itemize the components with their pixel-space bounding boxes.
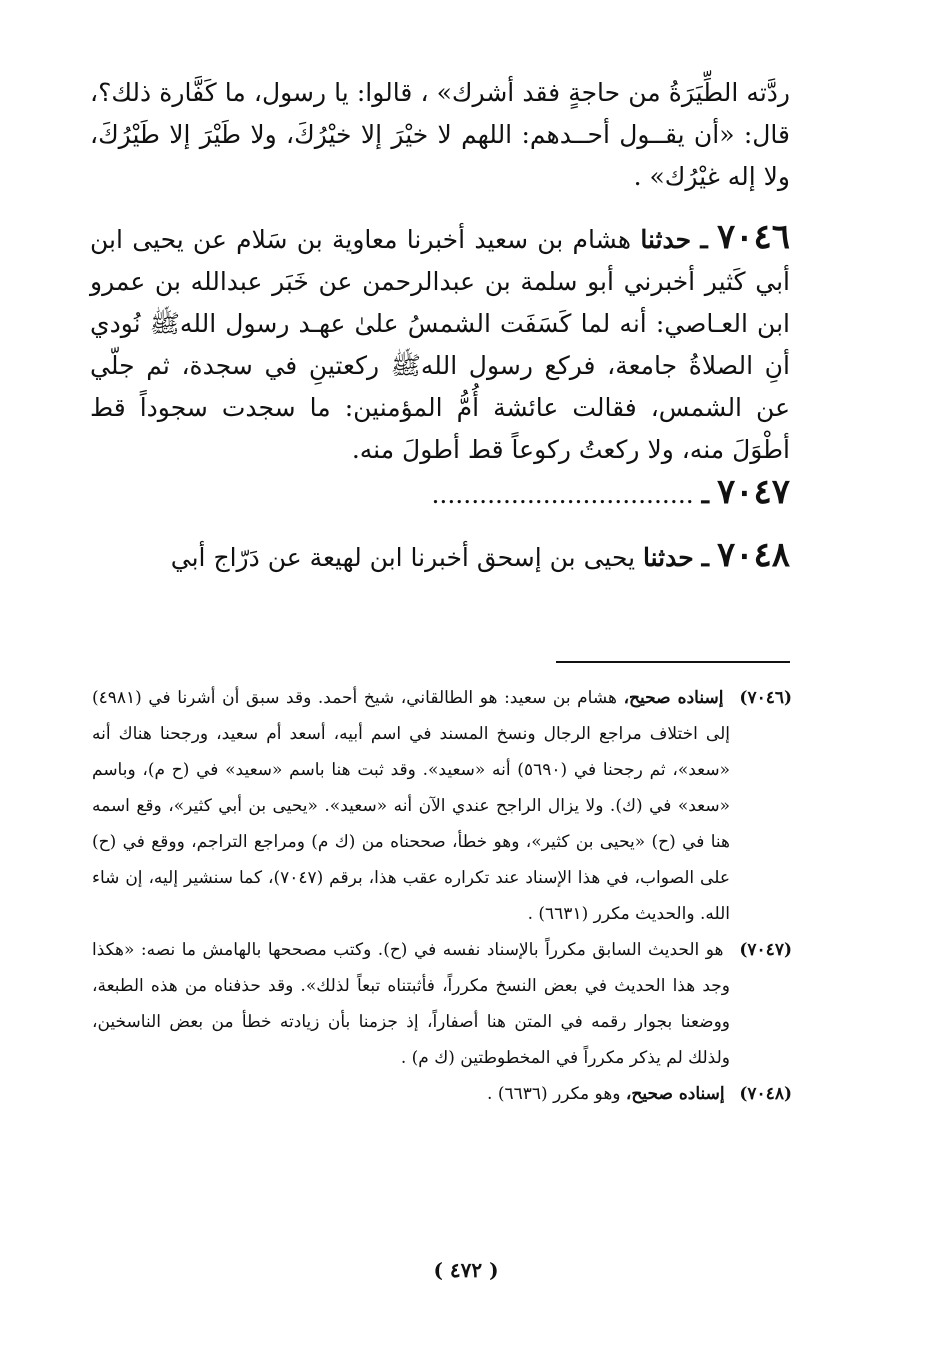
hadith-keyword: حدثنا — [643, 543, 694, 572]
footnote-separator — [556, 661, 790, 663]
omission-dots: ................................. — [431, 480, 694, 509]
footnote-text: هو الحديث السابق مكرراً بالإسناد نفسه في (ح). وكتب مصححها بالهامش ما نصه: «هكذا وجد هذا الحديث في بعض النسخ مكرراً، فأثبتناه تبعاً لذلك». وقد حذفناه من هذه الطبعة، ووضعنا بجوار رقمه في المتن هنا أصفاراً، إذ جزمنا بأن زيادته خطأ من بعض الناسخين، ولذلك لم يذكر مكرراً في المخطوطتين (ك م) . — [92, 940, 730, 1068]
hadith-7048 — [90, 534, 790, 579]
footnote-number: (٧٠٤٨) — [739, 1084, 792, 1104]
continuation-paragraph: ردَّته الطِّيَرَةُ من حاجةٍ فقد أشرك» ، قالوا: يا رسول، ما كَفَّارة ذلك؟، قال: «أن يقــول أحــدهم: اللهم لا خيْرَ إلا خيْرُكَ، ولا طَيْرَ إلا طَيْرُكَ، ولا إله غيْرُك» . — [90, 78, 790, 191]
hadith-dash: ـ — [701, 543, 709, 572]
hadith-number: ٧٠٤٦ — [716, 217, 790, 257]
hadith-7046 — [90, 216, 790, 471]
page-number: ( ٤٧٢ ) — [433, 1258, 499, 1282]
hadith-dash: ـ — [700, 225, 708, 254]
footnote-grade: إسناده صحيح، — [623, 688, 724, 708]
hadith-7047 — [90, 471, 790, 516]
hadith-keyword: حدثنا — [640, 225, 692, 254]
main-text — [90, 72, 790, 579]
hadith-number: ٧٠٤٨ — [716, 535, 790, 575]
hadith-dash: ـ — [701, 480, 709, 509]
footnote-text: وهو مكرر (٦٦٣٦) . — [487, 1084, 621, 1104]
footnote-7046 — [92, 680, 792, 932]
hadith-text: هشام بن سعيد أخبرنا معاوية بن سَلام عن يحيى ابن أبي كَثير أخبرني أبو سلمة بن عبدالرحمن عن خَبَر عبدالله بن عمرو ابن العـاصي: أنه لما كَسَفَت الشمسُ علىٰ عهـد رسول اللهﷺ نُودي أنِ الصلاةُ جامعة، فركع رسول اللهﷺ ركعتينِ في سجدة، ثم جلّي عن الشمس، فقالت عائشة أُمُّ المؤمنين: ما سجدت سجوداً قط أطْوَلَ منه، ولا ركعتُ ركوعاً قط أطولَ منه. — [90, 225, 790, 464]
footnotes — [92, 680, 792, 1112]
footnote-grade: إسناده صحيح، — [625, 1084, 725, 1104]
hadith-text: يحيى بن إسحق أخبرنا ابن لهيعة عن دَرّاج أبي — [170, 543, 636, 572]
footnote-number: (٧٠٤٧) — [739, 940, 792, 960]
footnote-7047 — [92, 932, 792, 1076]
hadith-number: ٧٠٤٧ — [716, 472, 790, 512]
footnote-text: هشام بن سعيد: هو الطالقاني، شيخ أحمد. وقد سبق أن أشرنا في (٤٩٨١) إلى اختلاف مراجع الرجال ونسخ المسند في اسم أبيه، أسعد أم سعيد، ورجحنا هناك أنه «سعد»، ثم رجحنا في (٥٦٩٠) أنه «سعيد». وقد ثبت هنا باسم «سعيد» في (ح م)، وباسم «سعد» في (ك). ولا يزال الراجح عندي الآن أنه «سعيد». «يحيى بن أبي كثير»، وقع اسمه هنا في (ح) «يحيى بن كثير»، وهو خطأ، صححناه من (ك م) ومراجع التراجم، ووقع في (ح) على الصواب، في هذا الإسناد عند تكراره عقب هذا، برقم (٧٠٤٧)، كما سنشير إليه، إن شاء الله. والحديث مكرر (٦٦٣١) . — [92, 688, 730, 924]
footnote-7048 — [92, 1076, 792, 1112]
footnote-number: (٧٠٤٦) — [739, 688, 793, 708]
